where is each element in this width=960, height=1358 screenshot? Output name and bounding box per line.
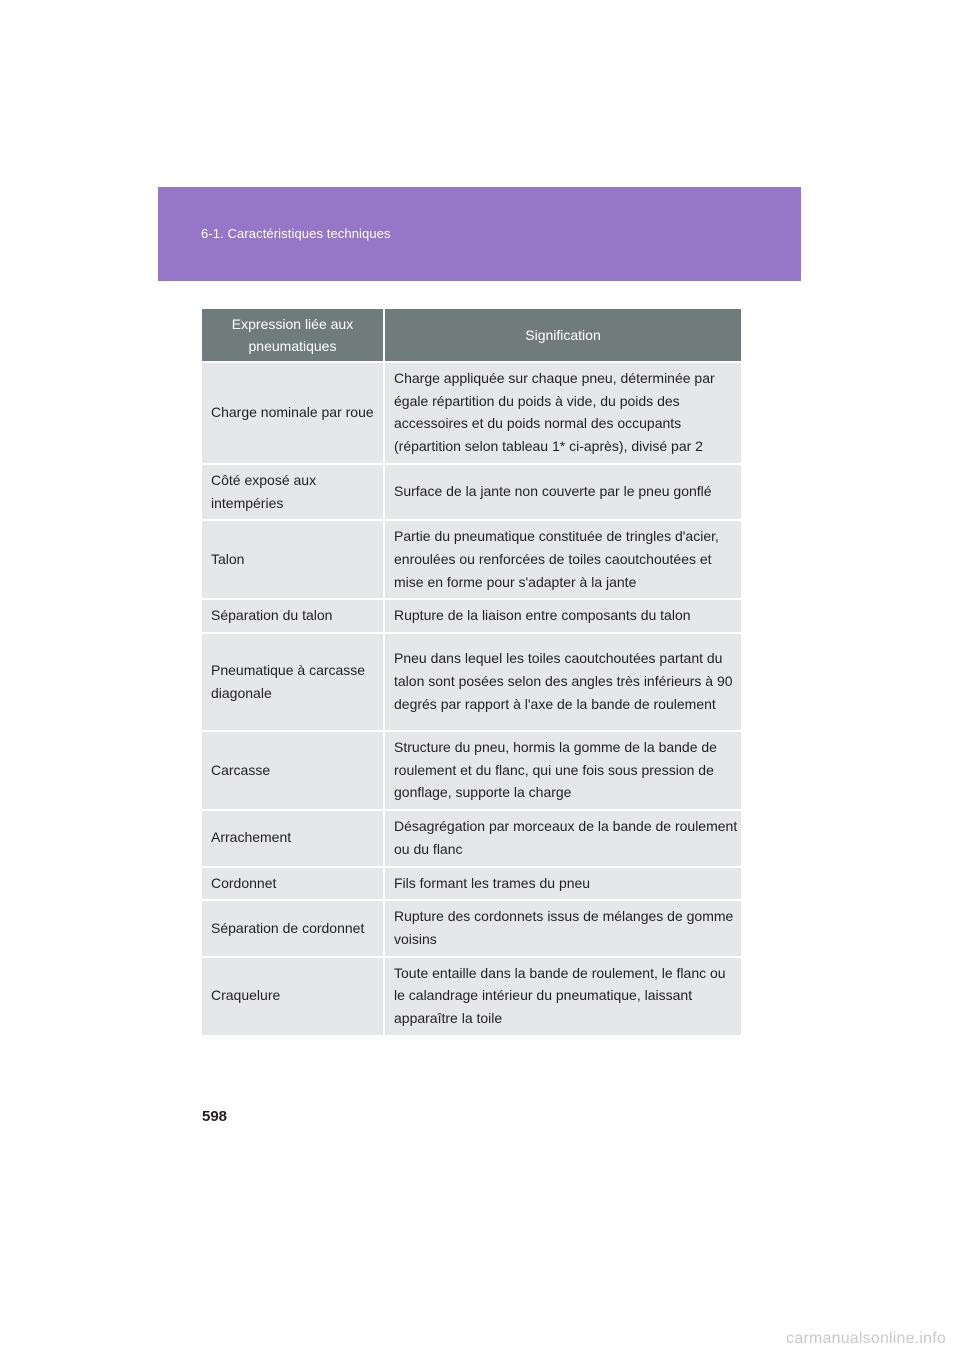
meaning-cell: Désagrégation par morceaux de la bande de roulement ou du flanc (384, 810, 741, 866)
meaning-cell: Surface de la jante non couverte par le pneu gonflé (384, 464, 741, 520)
table-row (202, 810, 741, 866)
column-header-term: Expression liée aux pneumatiques (202, 309, 384, 362)
term-cell: Séparation du talon (202, 599, 384, 633)
page-number: 598 (202, 1108, 228, 1125)
table-row (202, 520, 741, 599)
meaning-text: Charge appliquée sur chaque pneu, déterminée par égale répartition du poids à vide, du poids des accessoires et du poids normal des occupants (répartition selon tableau 1* ci-après), divisé par 2 (394, 370, 715, 455)
tire-terminology-table (202, 309, 741, 1035)
table-row (202, 900, 741, 956)
meaning-cell: Partie du pneumatique constituée de tringles d'acier, enroulées ou renforcées de toiles caoutchoutées et mise en forme pour s'adapter à la jante (384, 520, 741, 599)
meaning-cell: Structure du pneu, hormis la gomme de la bande de roulement et du flanc, qui une fois sous pression de gonflage, supporte la charge (384, 731, 741, 810)
term-cell: Carcasse (202, 731, 384, 810)
meaning-cell (384, 362, 741, 464)
term-cell: Côté exposé aux intempéries (202, 464, 384, 520)
term-cell: Cordonnet (202, 867, 384, 901)
meaning-cell: Fils formant les trames du pneu (384, 867, 741, 901)
meaning-cell: Toute entaille dans la bande de roulement, le flanc ou le calandrage intérieur du pneumatique, laissant apparaître la toile (384, 957, 741, 1035)
section-title: 6-1. Caractéristiques techniques (201, 226, 391, 241)
term-cell: Arrachement (202, 810, 384, 866)
meaning-cell: Rupture des cordonnets issus de mélanges de gomme voisins (384, 900, 741, 956)
term-cell: Pneumatique à carcasse diagonale (202, 633, 384, 731)
table-row (202, 464, 741, 520)
term-cell: Craquelure (202, 957, 384, 1035)
table-row (202, 633, 741, 731)
term-cell: Séparation de cordonnet (202, 900, 384, 956)
table-header-row (202, 309, 741, 362)
table-row (202, 957, 741, 1035)
table-row (202, 599, 741, 633)
table-row (202, 362, 741, 464)
watermark: carmanualsonline.info (786, 1330, 946, 1347)
table-row (202, 867, 741, 901)
term-cell: Charge nominale par roue (202, 362, 384, 464)
meaning-cell: Pneu dans lequel les toiles caoutchoutées partant du talon sont posées selon des angles très inférieurs à 90 degrés par rapport à l'axe de la bande de roulement (384, 633, 741, 731)
meaning-cell: Rupture de la liaison entre composants du talon (384, 599, 741, 633)
term-cell: Talon (202, 520, 384, 599)
column-header-meaning: Signification (384, 309, 741, 362)
table-row (202, 731, 741, 810)
section-header-band (158, 187, 801, 281)
